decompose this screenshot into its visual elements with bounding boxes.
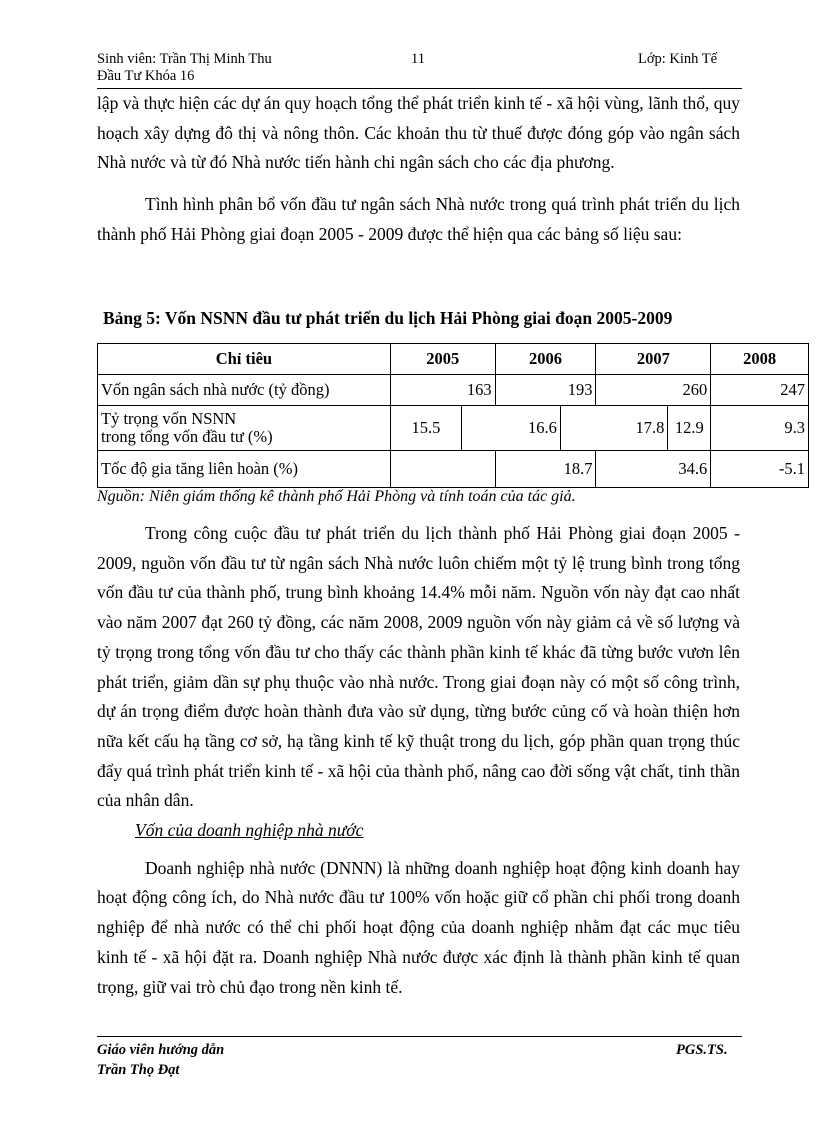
table-cell: -5.1 [711, 451, 809, 488]
table-cell: 17.8 [560, 406, 667, 451]
table-cell: 16.6 [462, 406, 561, 451]
page-number: 11 [411, 51, 425, 67]
body-top [97, 89, 740, 250]
empty-cell [390, 451, 495, 488]
footer-rule [97, 1036, 742, 1037]
row-label: Tốc độ gia tăng liên hoàn (%) [98, 451, 391, 488]
table-cell: 193 [495, 375, 596, 406]
row-label-line: Tỷ trọng vốn NSNN [101, 409, 237, 428]
table-cell: 260 [596, 375, 711, 406]
paragraph-3: Trong công cuộc đầu tư phát triển du lịch thành phố Hải Phòng giai đoạn 2005 - 2009, nguồn vốn đầu tư từ ngân sách Nhà nước luôn chiếm một tỷ lệ trung bình trong tổng vốn đầu tư của thành phố, trung bình khoảng 14.4% mỗi năm. Nguồn vốn này đạt cao nhất vào năm 2007 đạt 260 tỷ đồng, các năm 2008, 2009 nguồn vốn này giảm cả về số lượng và tỷ trọng trong tổng vốn đầu tư cho thấy các thành phần kinh tế khác đã từng bước vươn lên phát triển, giảm dần sự phụ thuộc vào nhà nước. Trong giai đoạn này có một số công trình, dự án trọng điểm được hoàn thành đưa vào sử dụng, từng bước củng cố và hoàn thiện hơn nữa kết cấu hạ tầng cơ sở, hạ tầng kinh tế kỹ thuật trong du lịch, góp phần quan trọng thúc đẩy quá trình phát triển kinh tế - xã hội của thành phố, nâng cao đời sống vật chất, tinh thần của nhân dân. [97, 523, 740, 811]
paragraph-1: lập và thực hiện các dự án quy hoạch tổng thể phát triển kinh tế - xã hội vùng, lãnh thổ, quy hoạch xây dựng đô thị và nông thôn. Các khoản thu từ thuế được đóng góp vào ngân sách Nhà nước và từ đó Nhà nước tiến hành chi ngân sách cho các địa phương. [97, 93, 740, 173]
row-label-line: trong tổng vốn đầu tư (%) [101, 427, 273, 446]
row-label [98, 406, 391, 451]
header-year: 2007 [596, 344, 711, 375]
class-label: Lớp: Kinh Tế [638, 51, 718, 67]
table-cell: 15.5 [390, 406, 461, 451]
body-bottom [97, 519, 740, 1002]
table-header-row [98, 344, 816, 375]
table-cell: 247 [711, 375, 809, 406]
empty-cell [809, 406, 816, 451]
subheading-line [97, 816, 740, 846]
class-continuation: Đầu Tư Khóa 16 [97, 68, 195, 84]
table-caption: Bảng 5: Vốn NSNN đầu tư phát triển du lịch Hải Phòng giai đoạn 2005-2009 [103, 308, 673, 328]
advisor-name: Trần Thọ Đạt [97, 1062, 180, 1078]
table-row [98, 451, 816, 488]
student-name: Sinh viên: Trần Thị Minh Thu [97, 51, 272, 67]
header-year: 2005 [390, 344, 495, 375]
row-label: Vốn ngân sách nhà nước (tỷ đồng) [98, 375, 391, 406]
header-year: 2008 [711, 344, 809, 375]
table-cell: 12.9 [668, 406, 711, 451]
data-table [97, 343, 816, 488]
advisor-title: PGS.TS. [676, 1042, 728, 1058]
table-cell: 163 [390, 375, 495, 406]
header-chi-tieu: Chỉ tiêu [98, 344, 391, 375]
advisor-label: Giáo viên hướng dẫn [97, 1042, 225, 1058]
table-source: Nguồn: Niên giám thống kê thành phố Hải Phòng và tính toán của tác giả. [97, 488, 576, 505]
paragraph-2: Tình hình phân bổ vốn đầu tư ngân sách Nhà nước trong quá trình phát triển du lịch thành phố Hải Phòng giai đoạn 2005 - 2009 được thể hiện qua các bảng số liệu sau: [97, 194, 740, 244]
table-cell: 34.6 [596, 451, 711, 488]
table-cell: 18.7 [495, 451, 596, 488]
header-year: 2006 [495, 344, 596, 375]
paragraph-4: Doanh nghiệp nhà nước (DNNN) là những doanh nghiệp hoạt động kinh doanh hay hoạt động công ích, do Nhà nước đầu tư 100% vốn hoặc giữ cổ phần chi phối trong doanh nghiệp để nhà nước có thể chi phối hoạt động của doanh nghiệp nhằm đạt các mục tiêu kinh tế - xã hội đặt ra. Doanh nghiệp Nhà nước được xác định là thành phần kinh tế quan trọng, giữ vai trò chủ đạo trong nền kinh tế. [97, 857, 740, 997]
table-row [98, 406, 816, 451]
section-subheading: Vốn của doanh nghiệp nhà nước [135, 820, 364, 841]
table-row [98, 375, 816, 406]
table-cell: 9.3 [711, 406, 809, 451]
